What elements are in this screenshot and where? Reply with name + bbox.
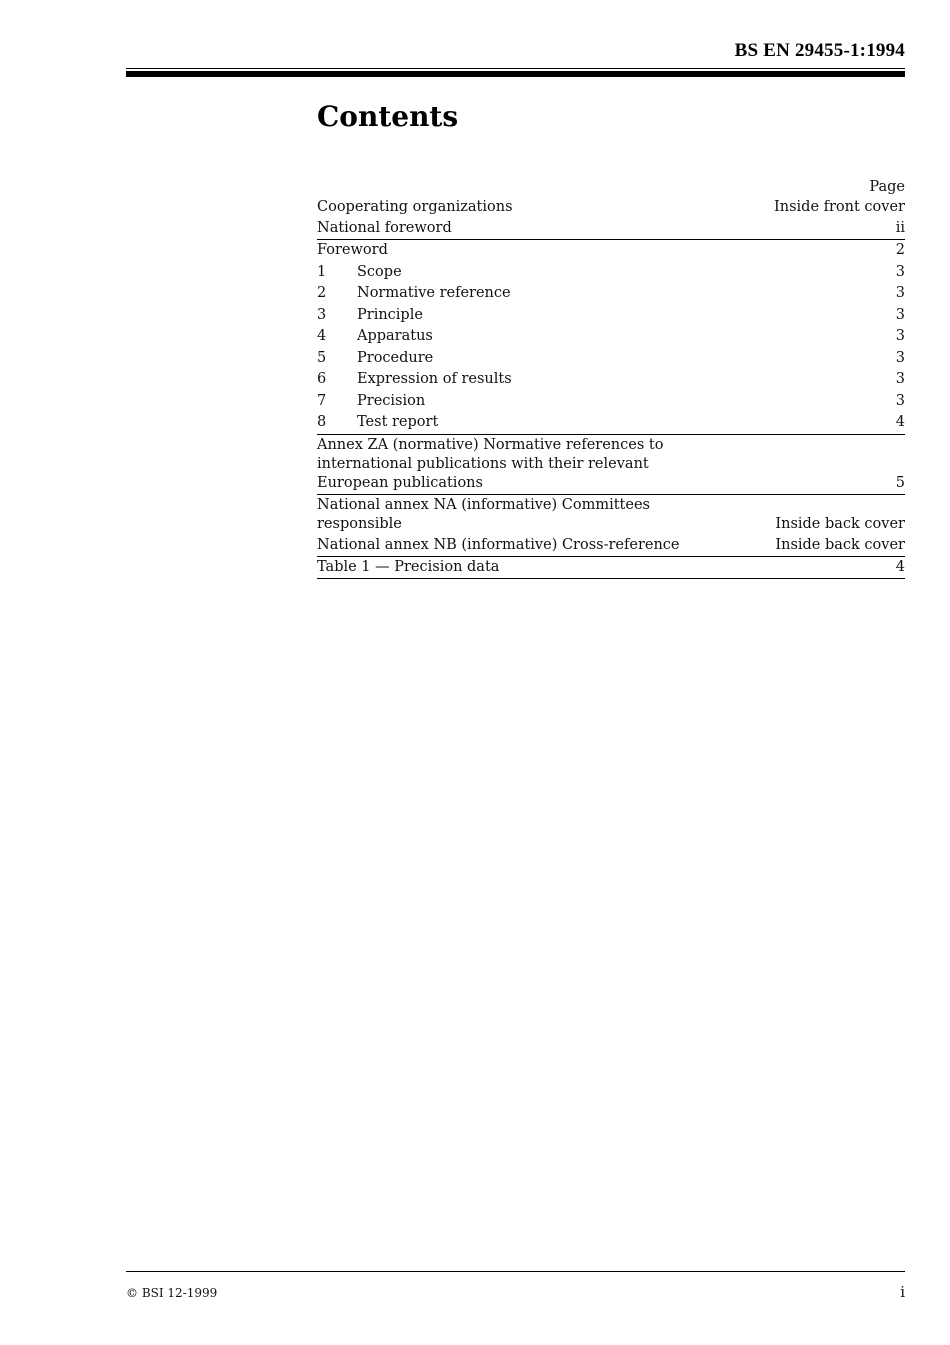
standard-number: BS EN 29455-1:1994 [734, 40, 905, 61]
toc-entry-label: Annex ZA (normative) Normative references to international publications with their relevant European publications [317, 436, 664, 491]
toc-entry-table-1[interactable] [317, 557, 905, 578]
toc-entry-page: Inside back cover [775, 536, 905, 553]
toc-entry-precision[interactable] [317, 391, 905, 413]
toc-entry-page: 3 [895, 306, 905, 323]
table-of-contents [317, 176, 905, 579]
toc-entry-procedure[interactable] [317, 348, 905, 370]
toc-entry-label: Apparatus [357, 328, 433, 344]
toc-entry-label: Test report [357, 414, 439, 430]
toc-group-annex-za [317, 435, 905, 495]
header-rule-thick [126, 71, 905, 77]
toc-group-clauses [317, 240, 905, 435]
toc-entry-number: 7 [317, 392, 327, 409]
toc-entry-foreword[interactable] [317, 240, 905, 262]
toc-entry-label: National annex NA (informative) Committees responsible [317, 496, 650, 532]
toc-entry-label: Precision [357, 392, 426, 409]
toc-entry-number: 4 [317, 328, 327, 344]
toc-entry-page: 4 [895, 558, 905, 575]
toc-entry-normative-reference[interactable] [317, 283, 905, 305]
toc-entry-page: 3 [895, 285, 905, 301]
copyright-notice: © BSI 12-1999 [126, 1286, 218, 1300]
toc-entry-page: Inside back cover [775, 515, 905, 532]
toc-entry-scope[interactable] [317, 262, 905, 284]
toc-entry-label: Scope [357, 263, 402, 280]
toc-entry-page: 4 [895, 414, 905, 430]
toc-entry-page: 3 [895, 349, 905, 366]
toc-entry-page: 3 [895, 392, 905, 409]
toc-entry-number: 8 [317, 414, 327, 430]
toc-entry-label: Expression of results [357, 371, 512, 387]
toc-entry-label: Table 1 — Precision data [317, 558, 500, 575]
page-number: i [900, 1283, 905, 1301]
page-title: Contents [317, 100, 459, 133]
toc-entry-national-annex-na[interactable] [317, 495, 905, 535]
toc-entry-national-foreword[interactable] [317, 218, 905, 239]
toc-entry-label: Principle [357, 306, 423, 323]
toc-entry-label: National foreword [317, 220, 452, 236]
toc-entry-label: National annex NB (informative) Cross-reference [317, 536, 680, 553]
toc-entry-page: Inside front cover [774, 199, 905, 215]
toc-entry-page: 3 [895, 263, 905, 280]
toc-entry-number: 5 [317, 349, 327, 366]
toc-entry-label: Procedure [357, 349, 434, 366]
toc-entry-page: 3 [895, 371, 905, 387]
toc-entry-page: 3 [895, 328, 905, 344]
toc-entry-label: Cooperating organizations [317, 199, 513, 215]
toc-entry-page: 2 [895, 242, 905, 258]
toc-entry-page: ii [895, 220, 905, 236]
toc-entry-label: Foreword [317, 242, 388, 258]
page-column-heading: Page [869, 179, 905, 195]
toc-entry-annex-za[interactable] [317, 435, 905, 494]
toc-entry-label: Normative reference [357, 285, 511, 301]
toc-entry-number: 6 [317, 371, 327, 387]
toc-entry-page: 5 [895, 474, 905, 491]
toc-entry-national-annex-nb[interactable] [317, 535, 905, 556]
toc-entry-number: 1 [317, 263, 327, 280]
toc-entry-test-report[interactable] [317, 412, 905, 434]
toc-entry-principle[interactable] [317, 305, 905, 327]
header-rule-thin [126, 68, 905, 69]
toc-entry-expression-of-results[interactable] [317, 369, 905, 391]
toc-group-front-matter [317, 197, 905, 240]
footer-rule [126, 1271, 905, 1272]
toc-entry-apparatus[interactable] [317, 326, 905, 348]
toc-group-national-annexes [317, 495, 905, 557]
toc-entry-cooperating-organizations[interactable] [317, 197, 905, 218]
toc-group-tables [317, 557, 905, 579]
toc-entry-number: 2 [317, 285, 327, 301]
toc-entry-number: 3 [317, 306, 327, 323]
